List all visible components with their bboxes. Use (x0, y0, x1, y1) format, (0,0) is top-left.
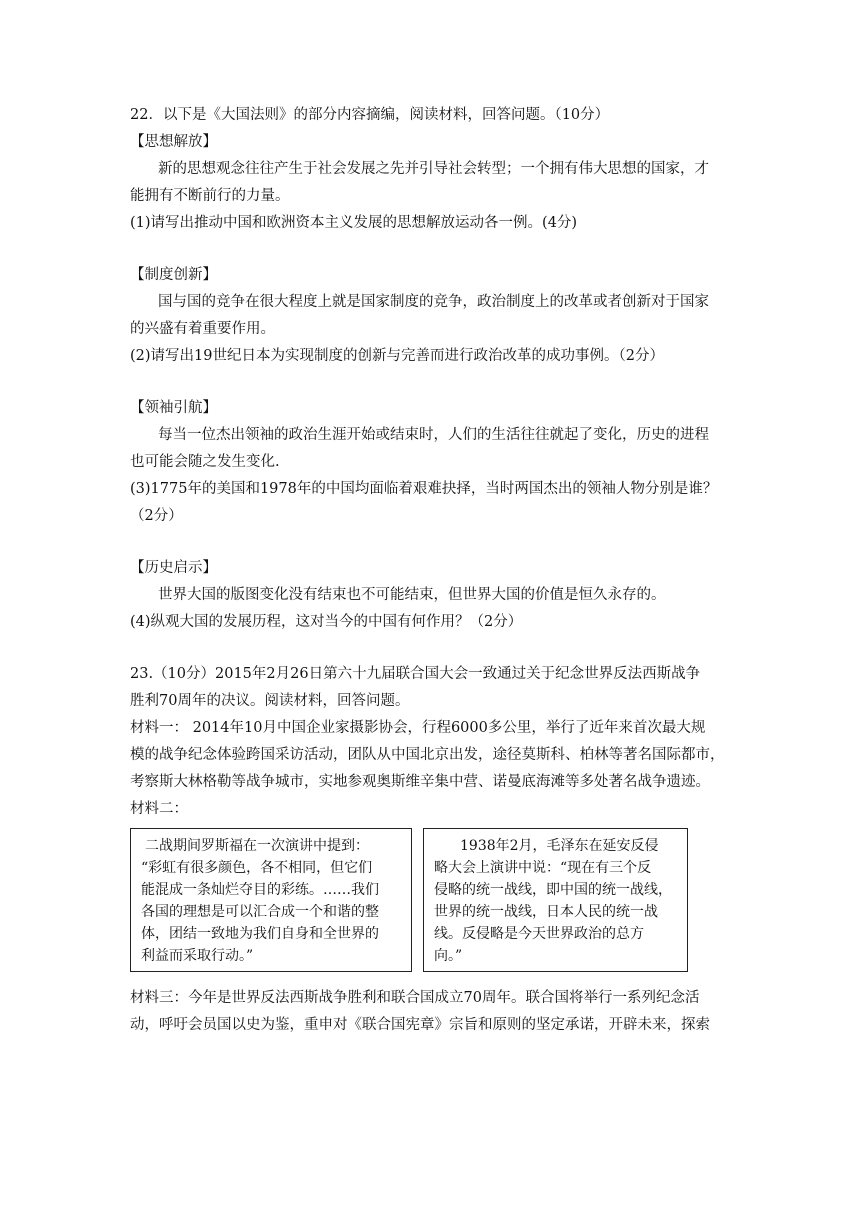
answer-space (130, 373, 730, 398)
section-title-leader: 【领袖引航】 (130, 400, 217, 416)
quote-line: 1938年2月，毛泽东在延安反侵 (460, 838, 659, 854)
material-2-label: 材料二： (130, 801, 188, 817)
roosevelt-quote-box (130, 828, 412, 972)
quote-line: 世界的统一战线，日本人民的统一战 (434, 904, 658, 920)
q23-stem: 23.（10分）2015年2月26日第六十九届联合国大会一致通过关于纪念世界反法西斯战争 (130, 666, 701, 682)
material-3: 动，呼吁会员国以史为鉴，重申对《联合国宪章》宗旨和原则的坚定承诺，开辟未来，探索 (130, 1017, 710, 1033)
quote-line: “彩虹有很多颜色，各不相同，但它们 (141, 860, 373, 876)
quote-line: 略大会上演讲中说：“现在有三个反 (434, 860, 652, 876)
answer-space (130, 639, 730, 664)
section-title-thought: 【思想解放】 (130, 134, 217, 150)
quote-line: 能混成一条灿烂夺目的彩练。……我们 (141, 882, 379, 898)
question-3: (3)1775年的美国和1978年的中国均面临着艰难抉择，当时两国杰出的领袖人物分别是谁？ (130, 481, 718, 497)
section-text: 国与国的竞争在很大程度上就是国家制度的竞争，政治制度上的改革或者创新对于国家 (158, 294, 709, 310)
material-3: 材料三：今年是世界反法西斯战争胜利和联合国成立70周年。联合国将举行一系列纪念活 (130, 990, 700, 1006)
answer-space (130, 240, 730, 265)
section-title-institution: 【制度创新】 (130, 267, 217, 283)
section-text: 每当一位杰出领袖的政治生涯开始或结束时，人们的生活往往就起了变化，历史的进程 (158, 427, 709, 443)
q22-stem: 22．以下是《大国法则》的部分内容摘编，阅读材料，回答问题。（10分） (130, 107, 610, 123)
quote-line: 各国的理想是可以汇合成一个和谐的整 (141, 904, 379, 920)
section-text: 能拥有不断前行的力量。 (130, 188, 290, 204)
quote-line: 二战期间罗斯福在一次演讲中提到： (145, 838, 369, 854)
material-1: 模的战争纪念体验跨国采访活动，团队从中国北京出发，途径莫斯科、柏林等著名国际都市， (130, 747, 725, 763)
section-text: 世界大国的版图变化没有结束也不可能结束，但世界大国的价值是恒久永存的。 (158, 587, 666, 603)
quote-line: 体，团结一致地为我们自身和全世界的 (141, 926, 379, 942)
exam-page (130, 105, 730, 1042)
question-2: (2)请写出19世纪日本为实现制度的创新与完善而进行政治改革的成功事例。（2分） (130, 348, 664, 364)
question-4: (4)纵观大国的发展历程，这对当今的中国有何作用？（2分） (130, 614, 523, 630)
question-3-points: （2分） (130, 508, 183, 524)
mao-quote-box (423, 828, 688, 972)
quote-line: 向。” (434, 948, 463, 964)
material-2-boxes (130, 828, 730, 988)
section-text: 也可能会随之发生变化. (130, 454, 280, 470)
quote-line: 线。反侵略是今天世界政治的总方 (434, 926, 644, 942)
question-1: (1)请写出推动中国和欧洲资本主义发展的思想解放运动各一例。(4分) (130, 215, 578, 231)
q23-stem: 胜利70周年的决议。阅读材料，回答问题。 (130, 693, 410, 709)
material-1: 材料一： 2014年10月中国企业家摄影协会，行程6000多公里，举行了近年来首次最大规 (130, 720, 706, 736)
quote-line: 利益而采取行动。” (141, 948, 254, 964)
quote-line: 侵略的统一战线，即中国的统一战线， (434, 882, 672, 898)
section-title-lesson: 【历史启示】 (130, 560, 217, 576)
material-1: 考察斯大林格勒等战争城市，实地参观奥斯维辛集中营、诺曼底海滩等多处著名战争遗迹。 (130, 774, 710, 790)
section-text: 新的思想观念往往产生于社会发展之先并引导社会转型；一个拥有伟大思想的国家，才 (158, 161, 709, 177)
section-text: 的兴盛有着重要作用。 (130, 321, 275, 337)
answer-space (130, 533, 730, 558)
